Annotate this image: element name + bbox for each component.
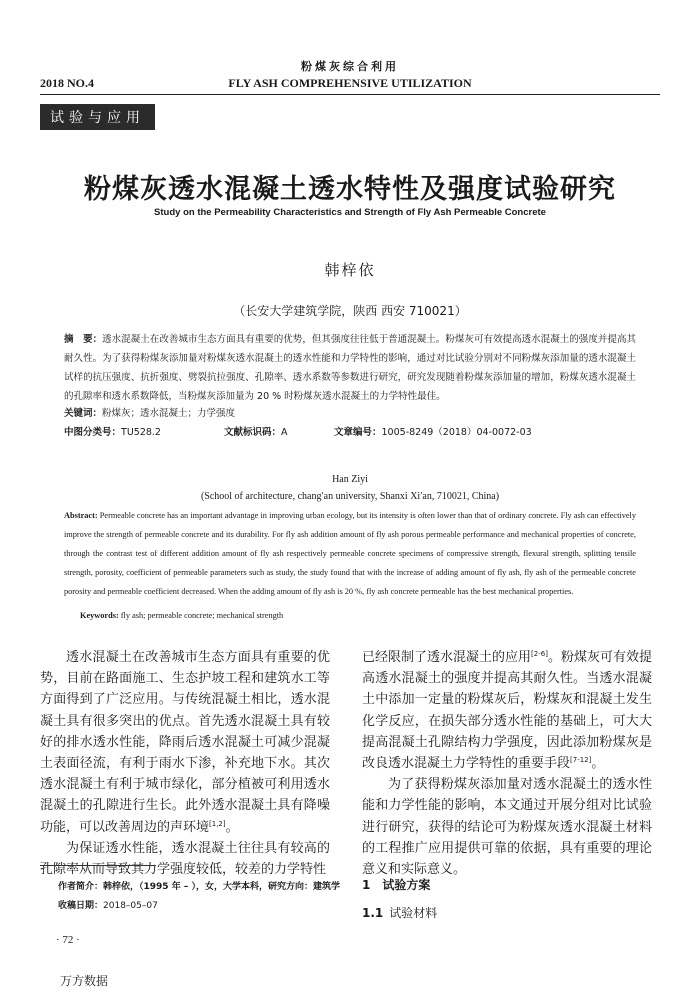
journal-name-en: FLY ASH COMPREHENSIVE UTILIZATION bbox=[228, 76, 472, 90]
footnote-divider bbox=[40, 865, 156, 866]
citation: [1,2] bbox=[209, 819, 226, 828]
section-tag: 试验与应用 bbox=[40, 104, 155, 130]
subsection-heading bbox=[362, 904, 437, 921]
body-column-left bbox=[40, 647, 330, 880]
footnote-date-text: 2018–05–07 bbox=[103, 901, 158, 911]
abstract-en bbox=[64, 506, 636, 601]
keywords-en-text: fly ash; permeable concrete; mechanical strength bbox=[118, 611, 284, 620]
subsection-title: 试验材料 bbox=[389, 906, 438, 920]
keywords-cn-label: 关键词： bbox=[64, 408, 103, 419]
body-paragraph: 透水混凝土在改善城市生态方面具有重要的优势，目前在路面施工、生态护坡工程和建筑水工等方面得到了广泛应用。与传统混凝土相比，透水混凝土具有很多突出的优点。首先透水混凝土具有较好的排水透水性能，降雨后透水混凝土可减少混凝土表面径流，有利于雨水下渗，补充地下水。其次透水混凝土有利于城市绿化，部分植被可利用透水混凝土的孔隙进行生长。此外透水混凝土具有降噪功能，可以改善周边的声环境[1,2]。 bbox=[40, 650, 330, 835]
clc-label: 中图分类号： bbox=[64, 427, 122, 438]
affiliation-cn: （长安大学建筑学院，陕西 西安 710021） bbox=[233, 304, 467, 318]
header-divider bbox=[40, 94, 660, 95]
issue-number: 2018 NO.4 bbox=[40, 76, 94, 90]
watermark: 万方数据 bbox=[60, 974, 109, 988]
keywords-en bbox=[80, 611, 283, 620]
citation: [2-6] bbox=[531, 650, 548, 658]
article-no-label: 文章编号： bbox=[334, 427, 382, 438]
footnote-author-label: 作者简介： bbox=[58, 882, 104, 892]
keywords-cn-text: 粉煤灰；透水混凝土；力学强度 bbox=[102, 408, 236, 419]
page-number: · 72 · bbox=[56, 934, 80, 946]
classification-row bbox=[64, 424, 636, 438]
footnote-author-text: 韩梓依，（1995 年 – ），女，大学本科，研究方向：建筑学 bbox=[103, 882, 340, 892]
abstract-cn bbox=[64, 330, 636, 406]
abstract-cn-label: 摘 要： bbox=[64, 334, 103, 345]
author-name-en: Han Ziyi bbox=[332, 474, 368, 485]
body-paragraph: 为保证透水性能，透水混凝土往往具有较高的孔隙率从而导致其力学强度较低，较差的力学特性 bbox=[40, 840, 330, 878]
abstract-en-label: Abstract: bbox=[64, 511, 98, 520]
article-no-value: 1005-8249（2018）04-0072-03 bbox=[381, 427, 532, 438]
abstract-cn-text: 透水混凝土在改善城市生态方面具有重要的优势，但其强度往往低于普通混凝土。粉煤灰可有效提高透水混凝土的强度并提高其耐久性。为了获得粉煤灰添加量对粉煤灰透水混凝土的透水性能和力学特性的影响，通过对比试验分别对不同粉煤灰添加量的透水混凝土试样的抗压强度、抗折强度、劈裂抗拉强度、孔隙率、透水系数等参数进行研究，研究发现随着粉煤灰添加量的增加，粉煤灰透水混凝土的孔隙率和透水系数降低，当粉煤灰添加量为 20 % 时粉煤灰透水混凝土的力学特性最佳。 bbox=[64, 334, 636, 402]
footnote-date-label: 收稿日期： bbox=[58, 901, 104, 911]
keywords-cn bbox=[64, 405, 235, 419]
keywords-en-label: Keywords: bbox=[80, 611, 119, 620]
clc-value: TU528.2 bbox=[121, 427, 161, 438]
doc-code-value: A bbox=[281, 427, 288, 438]
citation: [7-12] bbox=[570, 756, 592, 765]
body-paragraph: 为了获得粉煤灰添加量对透水混凝土的透水性能和力学性能的影响，本文通过开展分组对比试验进行研究，获得的结论可为粉煤灰透水混凝土材料的工程推广应用提供可靠的依据，具有重要的理论意义和实际意义。 bbox=[362, 777, 652, 878]
abstract-en-text: Permeable concrete has an important advantage in improving urban ecology, but its intensity is often lower than that of ordinary concrete. Fly ash can effectively improve the strength of permeable concrete and its durability. For fly ash addition amount of fly ash porous permeable performance and mechanical properties of concrete, through the contrast test of different addition amount of fly ash respectively permeable concrete specimens of compressive strength, flexural strength, splitting tensile strength, porosity, coefficient of permeable parameters such as study, the study found that with the increase of adding amount of fly ash, fly ash of the permeable concrete porosity and permeable coefficient decreased. When the adding amount of fly ash is 20 %, fly ash concrete permeable has the best mechanical properties. bbox=[64, 511, 636, 596]
article-title-en: Study on the Permeability Characteristics and Strength of Fly Ash Permeable Concrete bbox=[154, 207, 546, 218]
section-heading: 1 试验方案 bbox=[362, 878, 431, 892]
body-paragraph: 已经限制了透水混凝土的应用[2-6]。粉煤灰可有效提高透水混凝土的强度并提高其耐久性。当透水混凝土中添加一定量的粉煤灰后，粉煤灰和混凝土发生化学反应，在损失部分透水性能的基础上，可大大提高混凝土孔隙结构力学强度，因此添加粉煤灰是改良透水混凝土力学特性的重要手段[7-12]。 bbox=[362, 650, 652, 772]
journal-name-cn: 粉煤灰综合利用 bbox=[301, 60, 399, 73]
doc-code-label: 文献标识码： bbox=[224, 427, 282, 438]
subsection-number: 1.1 bbox=[362, 906, 384, 920]
author-name-cn: 韩梓依 bbox=[324, 261, 376, 279]
footnote bbox=[40, 878, 340, 916]
body-column-right bbox=[362, 647, 652, 880]
article-title-cn: 粉煤灰透水混凝土透水特性及强度试验研究 bbox=[84, 174, 616, 205]
affiliation-en: (School of architecture, chang′an university, Shanxi Xi′an, 710021, China) bbox=[200, 491, 500, 502]
